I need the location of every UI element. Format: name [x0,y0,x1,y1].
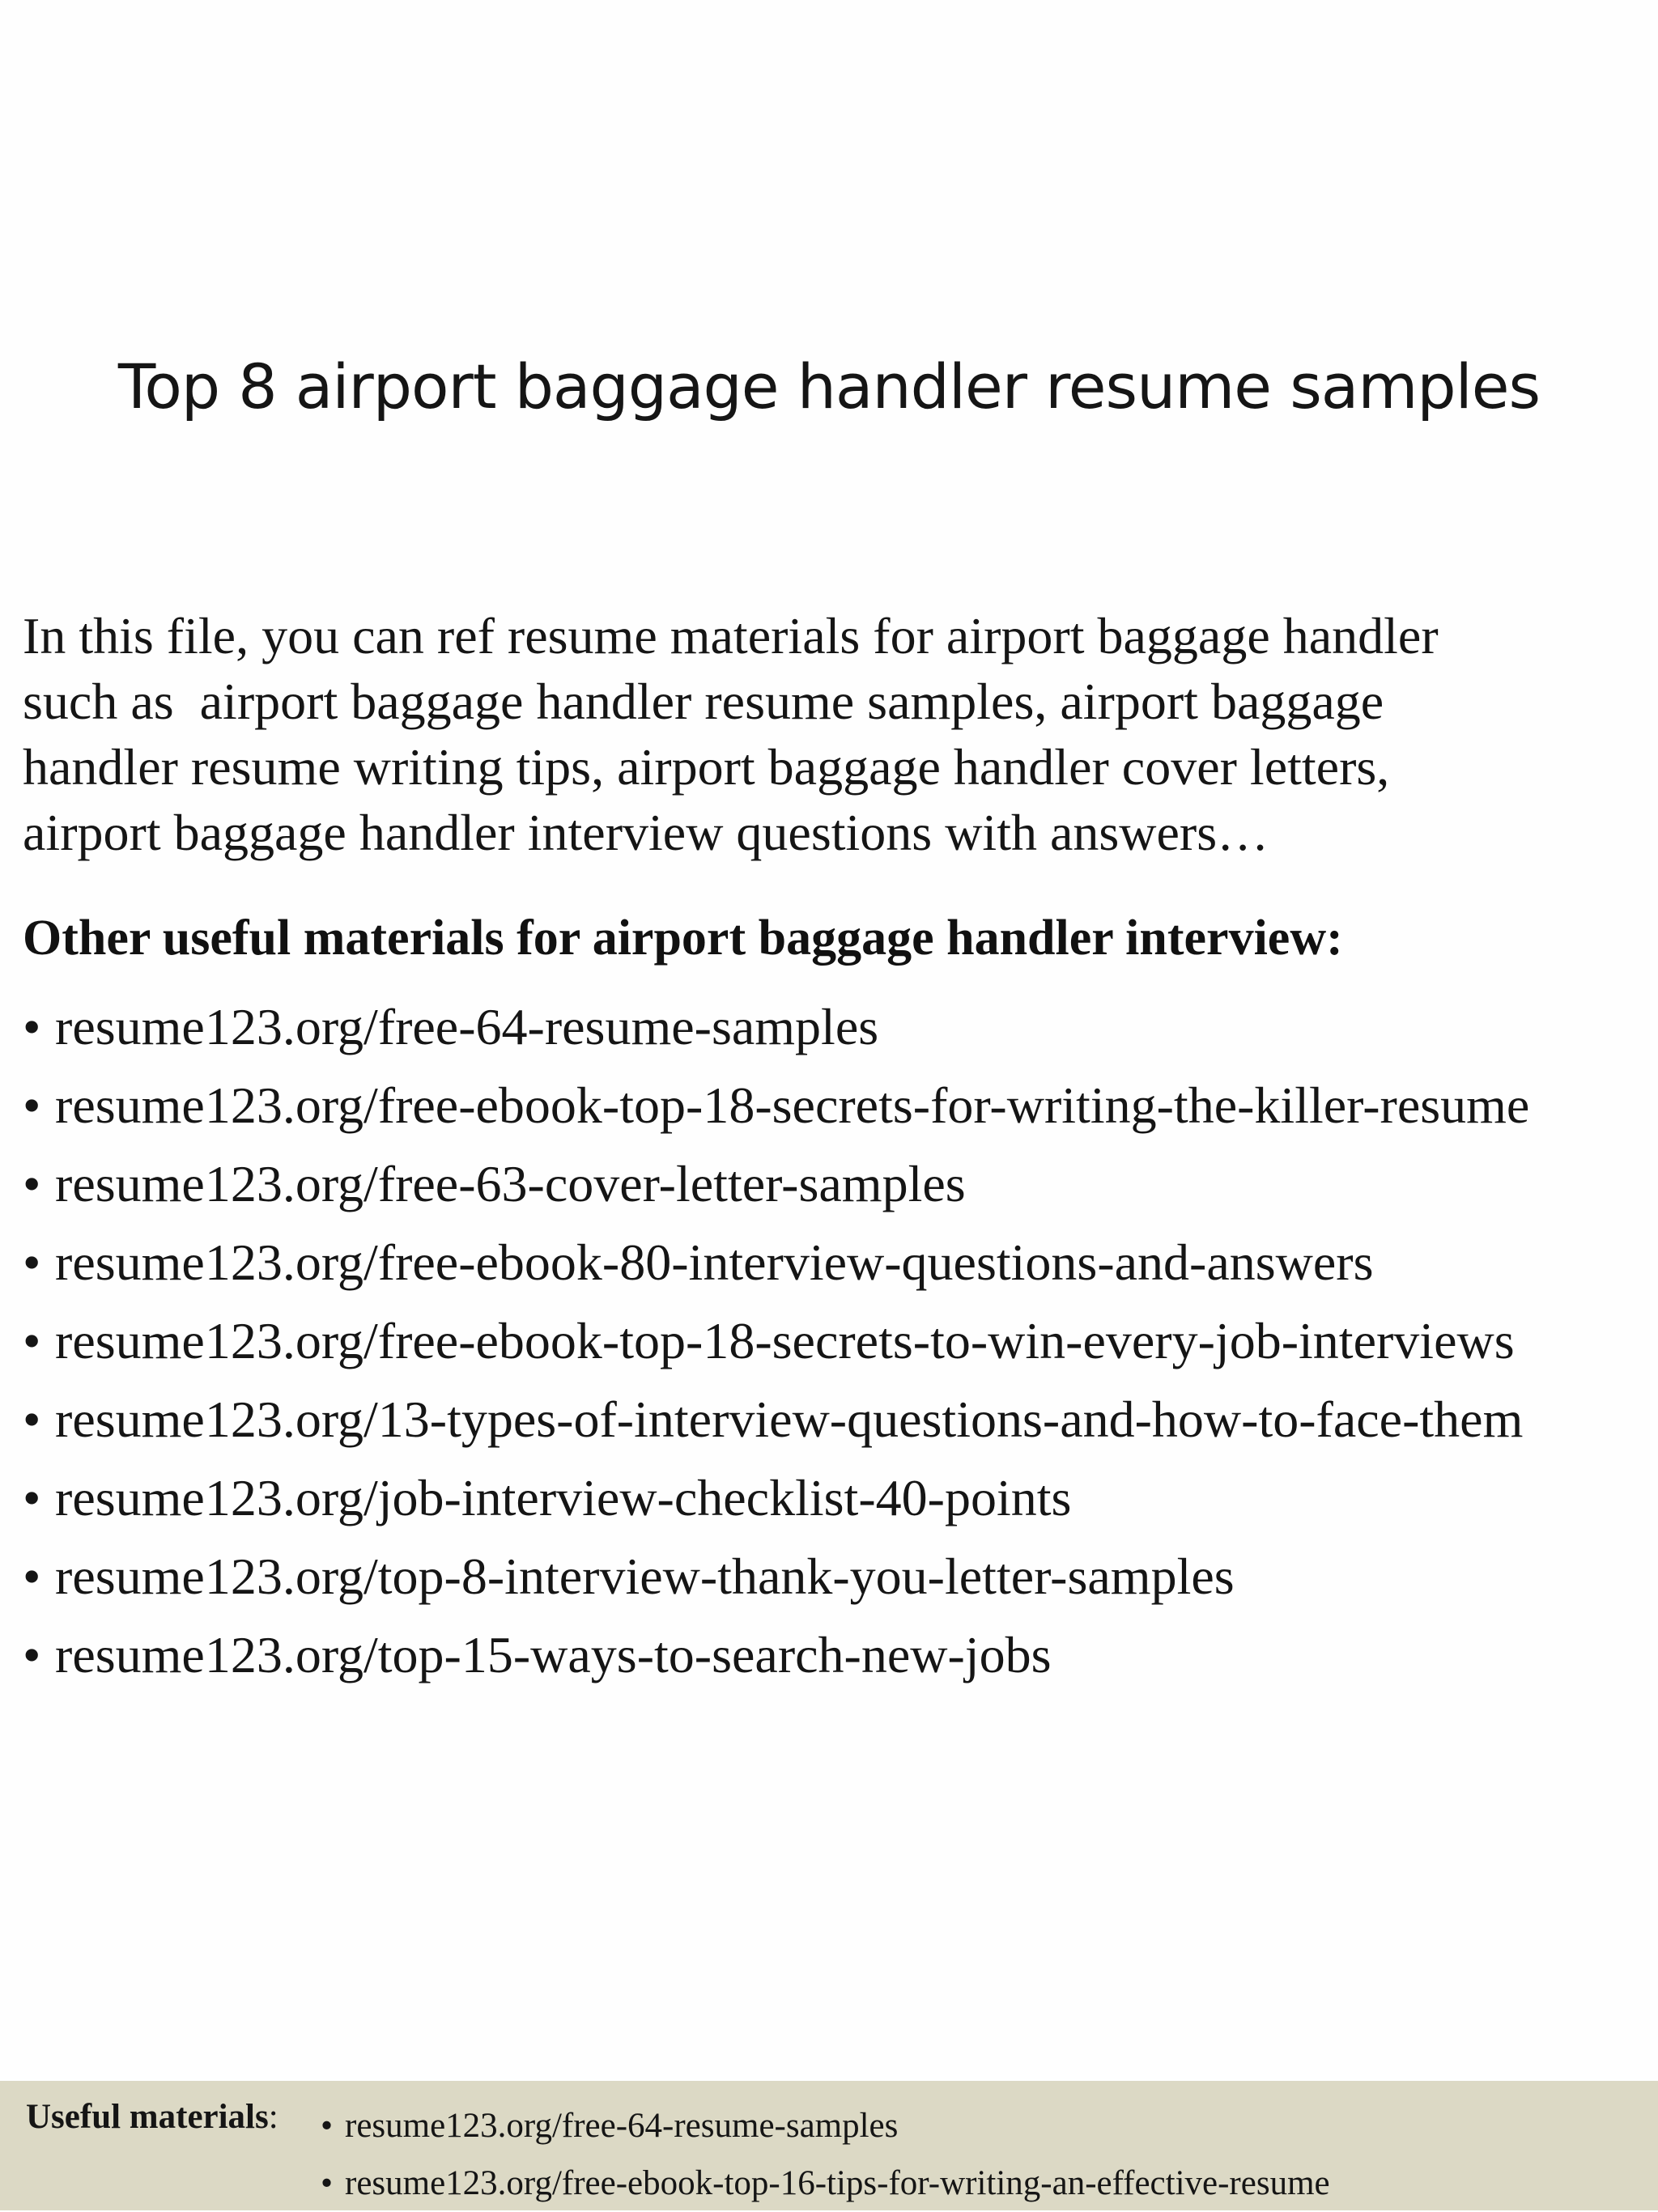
intro-line: In this file, you can ref resume materials for airport baggage handler [23,607,1439,664]
bullet-icon: • [23,1155,41,1212]
resource-link[interactable]: resume123.org/free-63-cover-letter-samples [55,1155,966,1212]
list-item [321,2097,1330,2155]
other-materials-heading: Other useful materials for airport baggage handler interview: [23,911,1343,966]
page-title: Top 8 airport baggage handler resume samples [117,350,1541,422]
list-item [321,2155,1330,2212]
bullet-icon: • [23,1548,41,1605]
intro-line: handler resume writing tips, airport baggage handler cover letters, [23,738,1390,796]
footer-links-list [321,2097,1330,2212]
resource-link[interactable]: resume123.org/top-15-ways-to-search-new-jobs [55,1626,1052,1683]
resource-link[interactable]: resume123.org/free-ebook-80-interview-questions-and-answers [55,1233,1374,1291]
list-item [23,1223,1529,1301]
bullet-icon: • [23,1469,41,1526]
intro-line: such as airport baggage handler resume samples, airport baggage [23,673,1384,730]
footer-label [26,2097,278,2137]
footer-label-text: Useful materials [26,2098,269,2136]
resource-link[interactable]: resume123.org/free-64-resume-samples [55,998,879,1055]
resource-link[interactable]: resume123.org/top-8-interview-thank-you-letter-samples [55,1548,1235,1605]
resource-link[interactable]: resume123.org/job-interview-checklist-40-points [55,1469,1072,1526]
bullet-icon: • [23,1390,41,1448]
resource-link[interactable]: resume123.org/free-ebook-top-18-secrets-to-win-every-job-interviews [55,1312,1515,1369]
footer-link[interactable]: resume123.org/free-64-resume-samples [345,2107,899,2145]
bullet-icon: • [23,1076,41,1134]
list-item [23,1615,1529,1694]
list-item [23,1458,1529,1537]
resource-link[interactable]: resume123.org/free-ebook-top-18-secrets-for-writing-the-killer-resume [55,1076,1530,1134]
bullet-icon: • [23,1626,41,1683]
bullet-icon: • [23,1312,41,1369]
footer-link[interactable]: resume123.org/free-ebook-top-16-tips-for-writing-an-effective-resume [345,2164,1330,2202]
other-materials-list [23,987,1529,1694]
bullet-icon: • [23,1233,41,1291]
bullet-icon: • [321,2107,334,2145]
list-item [23,1066,1529,1144]
list-item [23,987,1529,1066]
list-item [23,1380,1529,1458]
footer-label-separator: : [268,2098,278,2136]
footer-bar [0,2081,1658,2210]
bullet-icon: • [23,998,41,1055]
list-item [23,1144,1529,1223]
list-item [23,1301,1529,1380]
bullet-icon: • [321,2164,334,2202]
resource-link[interactable]: resume123.org/13-types-of-interview-questions-and-how-to-face-them [55,1390,1524,1448]
intro-line: airport baggage handler interview questions with answers… [23,804,1269,861]
list-item [23,1537,1529,1615]
intro-paragraph [23,603,1634,865]
